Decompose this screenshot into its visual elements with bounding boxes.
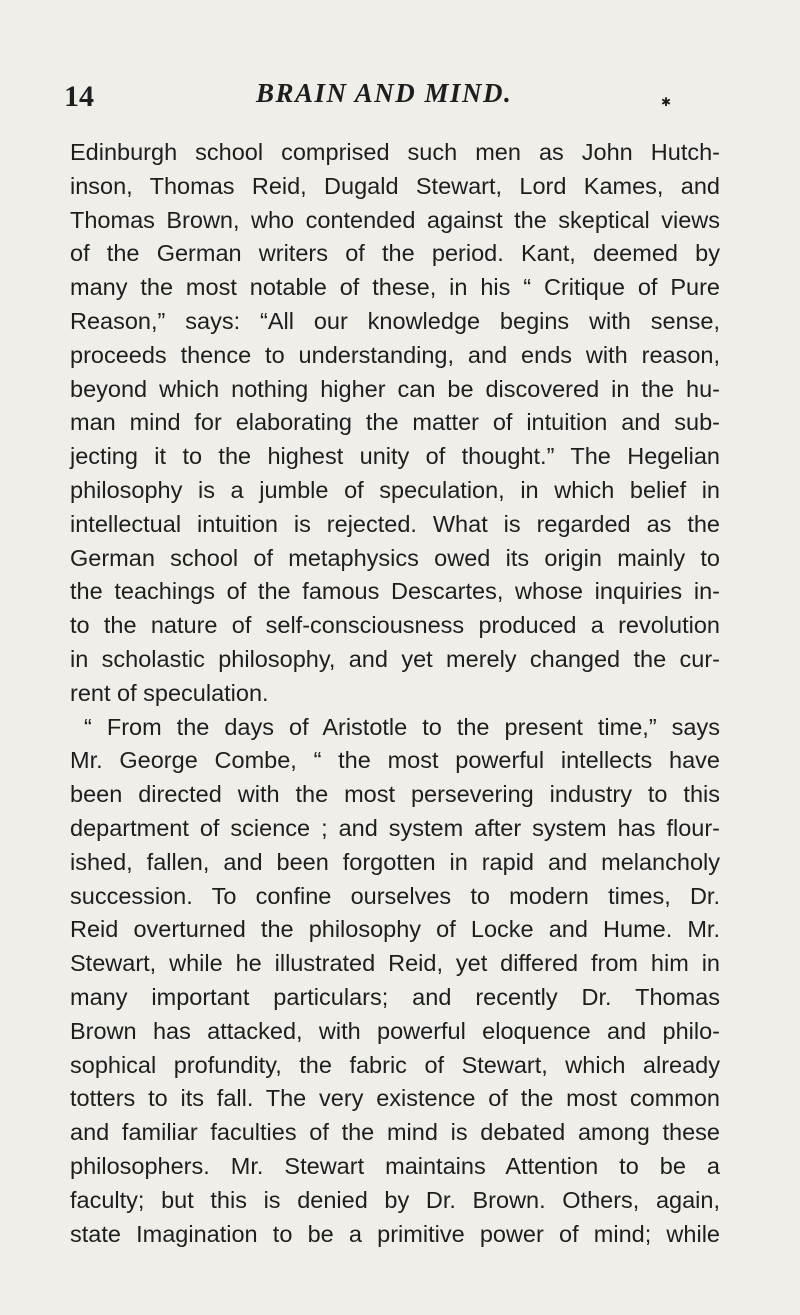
ornament-mark: ✱ [661,95,672,109]
text-line: German school of metaphysics owed its origin mainly to [70,544,720,571]
text-line: many the most notable of these, in his “ Critique of Pure [70,274,720,301]
text-line: inson, Thomas Reid, Dugald Stewart, Lord Kames, and [70,172,720,199]
text-line: philosophers. Mr. Stewart maintains Attention to be a [70,1152,720,1179]
text-line: Thomas Brown, who contended against the skeptical views [70,206,720,233]
text-line: proceeds thence to understanding, and ends with reason, [70,341,720,368]
running-title: BRAIN AND MIND. [256,78,513,108]
text-line: and familiar faculties of the mind is debated among these [70,1119,720,1146]
text-line: Brown has attacked, with powerful eloquence and philo- [70,1017,720,1044]
text-line: beyond which nothing higher can be discovered in the hu- [70,375,720,402]
paragraph-2 [70,711,720,1252]
text-line: Reid overturned the philosophy of Locke and Hume. Mr. [70,916,720,943]
text-line: Mr. George Combe, “ the most powerful intellects have [70,747,720,774]
text-line: succession. To confine ourselves to modern times, Dr. [70,882,720,909]
text-line: many important particulars; and recently Dr. Thomas [70,983,720,1010]
text-line: state Imagination to be a primitive power of mind; while [70,1220,720,1247]
text-line: ished, fallen, and been forgotten in rapid and melancholy [70,848,720,875]
text-line: Reason,” says: “All our knowledge begins with sense, [70,307,720,334]
text-line: of the German writers of the period. Kant, deemed by [70,240,720,267]
text-line: “ From the days of Aristotle to the present time,” says [84,713,720,740]
text-line: been directed with the most persevering industry to this [70,781,720,808]
text-line: to the nature of self-consciousness produced a revolution [70,612,720,639]
text-line: in scholastic philosophy, and yet merely changed the cur- [70,645,720,672]
page-header [0,76,800,116]
body-text [70,136,720,1251]
text-line: faculty; but this is denied by Dr. Brown. Others, again, [70,1186,720,1213]
text-line: rent of speculation. [70,679,269,706]
page-number: 14 [64,80,94,113]
text-line: man mind for elaborating the matter of intuition and sub- [70,409,720,436]
text-line: sophical profundity, the fabric of Stewart, which already [70,1051,720,1078]
text-line: Stewart, while he illustrated Reid, yet differed from him in [70,950,720,977]
text-line: jecting it to the highest unity of thought.” The Hegelian [70,443,720,470]
text-line: philosophy is a jumble of speculation, in which belief in [70,476,720,503]
text-line: totters to its fall. The very existence of the most common [70,1085,720,1112]
text-line: the teachings of the famous Descartes, whose inquiries in- [70,578,720,605]
paragraph-1 [70,136,720,711]
text-line: Edinburgh school comprised such men as John Hutch- [70,139,720,165]
text-line: intellectual intuition is rejected. What is regarded as the [70,510,720,537]
text-line: department of science ; and system after system has flour- [70,814,720,841]
